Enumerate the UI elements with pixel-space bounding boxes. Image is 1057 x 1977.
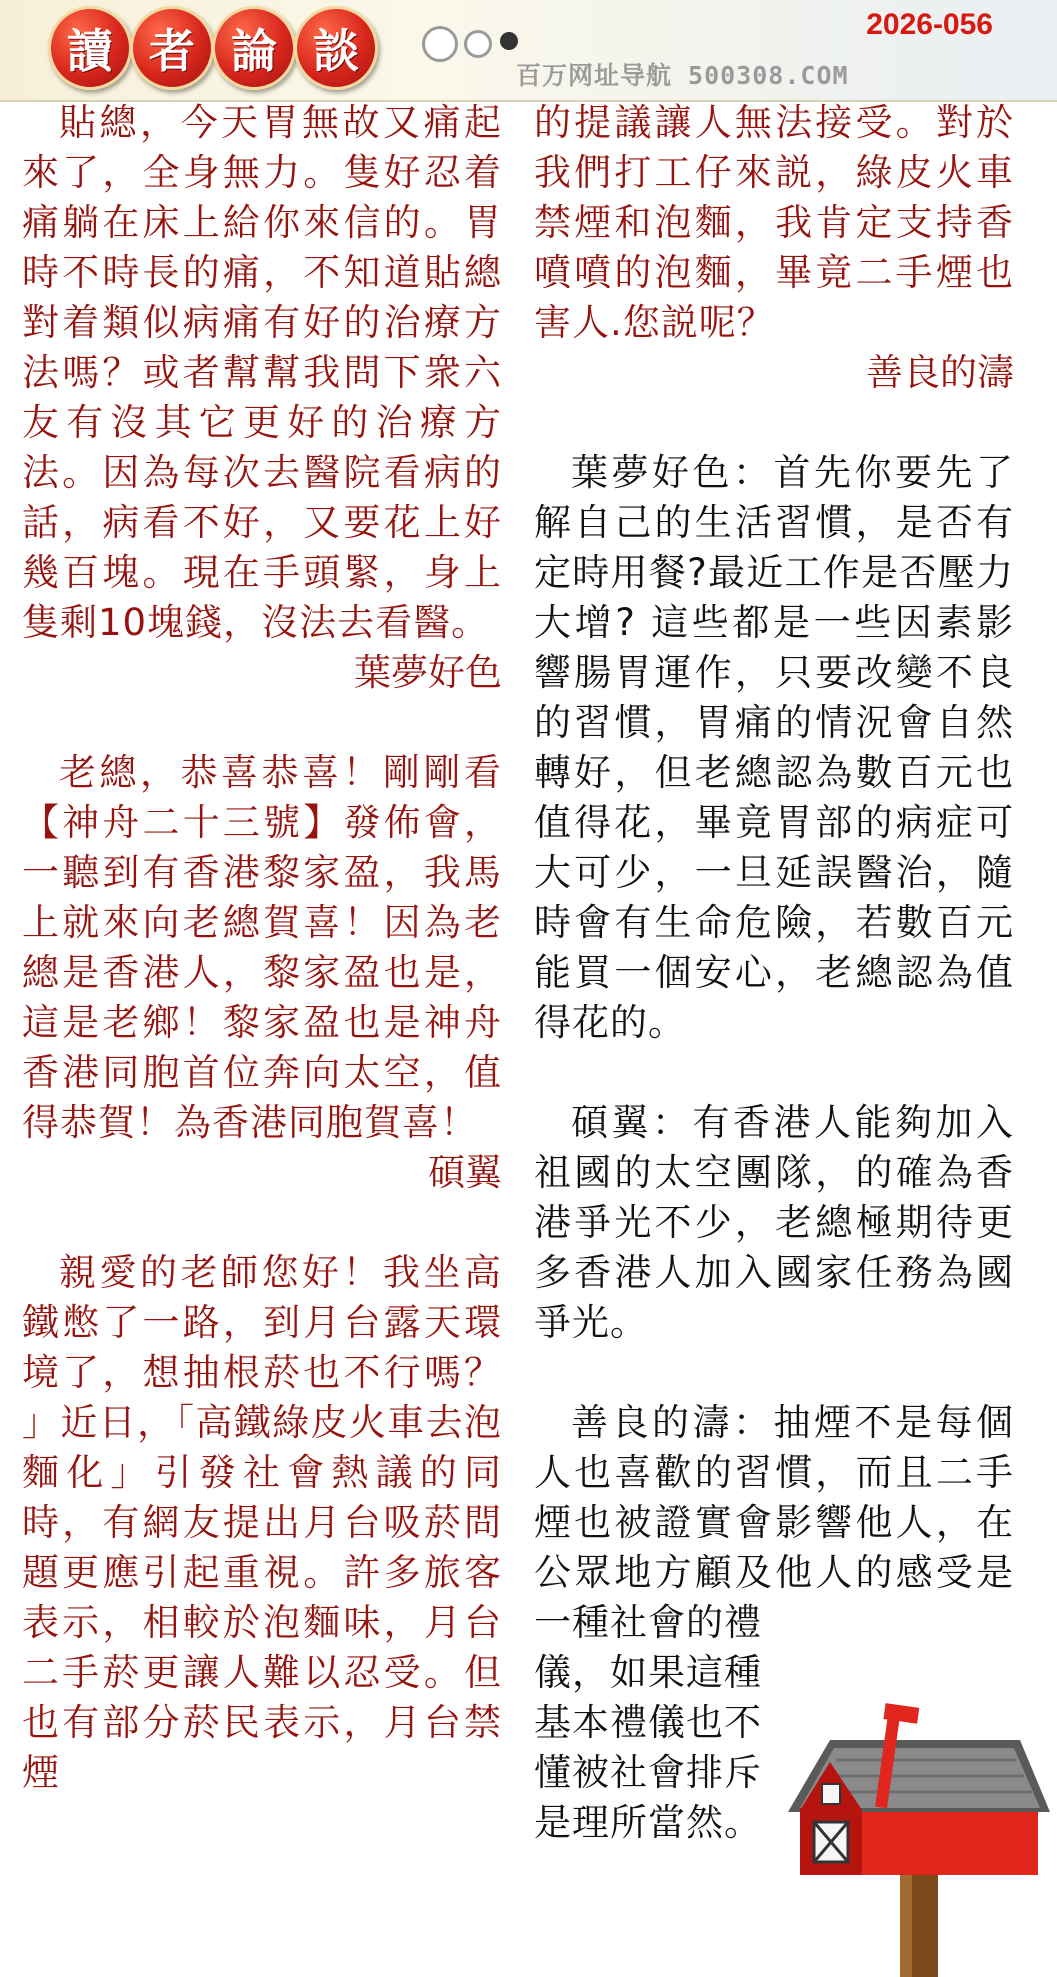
paragraph-gap	[534, 1048, 1014, 1098]
editor-reply-2: 碩翼：有香港人能夠加入祖國的太空團隊，的確為香港爭光不少，老總極期待更多香港人加入國家任務為國爭光。	[534, 1101, 1014, 1344]
reader-letter-2: 老總，恭喜恭喜！剛剛看【神舟二十三號】發佈會，一聽到有香港黎家盈，我馬上就來向老總賀喜！因為老總是香港人，黎家盈也是，這是老鄉！黎家盈也是神舟香港同胞首位奔向太空，值得恭賀！為香港同胞賀喜！	[22, 751, 502, 1144]
watermark: 百万网址导航 500308.COM	[516, 61, 849, 90]
page-header	[0, 0, 1057, 102]
paragraph-gap	[22, 698, 502, 748]
letter-signature-1: 葉夢好色	[354, 651, 502, 694]
editor-reply-3-end: 儀，如果這種基本禮儀也不懂被社會排斥是理所當然。	[534, 1651, 762, 1844]
paragraph-gap	[22, 1198, 502, 1248]
decor-dot-medium	[464, 30, 492, 58]
issue-number: 2026-056	[866, 8, 993, 41]
letter-signature-2: 碩翼	[428, 1151, 502, 1194]
editor-reply-1: 葉夢好色：首先你要先了解自己的生活習慣，是否有定時用餐?最近工作是否壓力大增? 這些都是一些因素影響腸胃運作，只要改變不良的習慣，胃痛的情況會自然轉好，但老總認為數百元也值得花，畢竟胃部的病症可大可少，一旦延誤醫治，隨時會有生命危險，若數百元能買一個安心，老總認為值得花的。	[534, 451, 1014, 1044]
title-char-4: 談	[294, 6, 378, 90]
reader-letter-3-continued: 的提議讓人無法接受。對於我們打工仔來説，綠皮火車禁煙和泡麵，我肯定支持香噴噴的泡麵，畢竟二手煙也害人.您説呢？	[534, 101, 1014, 344]
mailbox-icon	[770, 1700, 1050, 1977]
left-column	[22, 98, 502, 1798]
title-char-2: 者	[130, 6, 214, 90]
title-char-1: 讀	[48, 6, 132, 90]
title-char-3: 論	[212, 6, 296, 90]
right-column	[534, 98, 1014, 1848]
reader-letter-1: 貼總，今天胃無故又痛起來了，全身無力。隻好忍着痛躺在床上給你來信的。胃時不時長的痛，不知道貼總對着類似病痛有好的治療方法嗎？或者幫幫我問下衆六友有沒其它更好的治療方法。因為每次去醫院看病的話，病看不好，又要花上好幾百塊。現在手頭緊，身上隻剩10塊錢，沒法去看醫。	[22, 101, 502, 644]
decor-dot-small	[500, 32, 518, 50]
letter-signature-3: 善良的濤	[866, 351, 1014, 394]
paragraph-gap	[534, 398, 1014, 448]
paragraph-gap	[534, 1348, 1014, 1398]
editor-reply-3: 善良的濤：抽煙不是每個人也喜歡的習慣，而且二手煙也被證實會影響他人，在公眾地方顧及他人的感受是一種社會的禮	[534, 1401, 1014, 1644]
reader-letter-3: 親愛的老師您好！我坐高鐵憋了一路，到月台露天環境了，想抽根菸也不行嗎？ 」近日，「高鐵綠皮火車去泡麵化」引發社會熱議的同時，有網友提出月台吸菸問題更應引起重視。許多旅客表示，相較於泡麵味，月台二手菸更讓人難以忍受。但也有部分菸民表示，月台禁煙	[22, 1251, 502, 1794]
decor-dot-large	[422, 26, 458, 62]
